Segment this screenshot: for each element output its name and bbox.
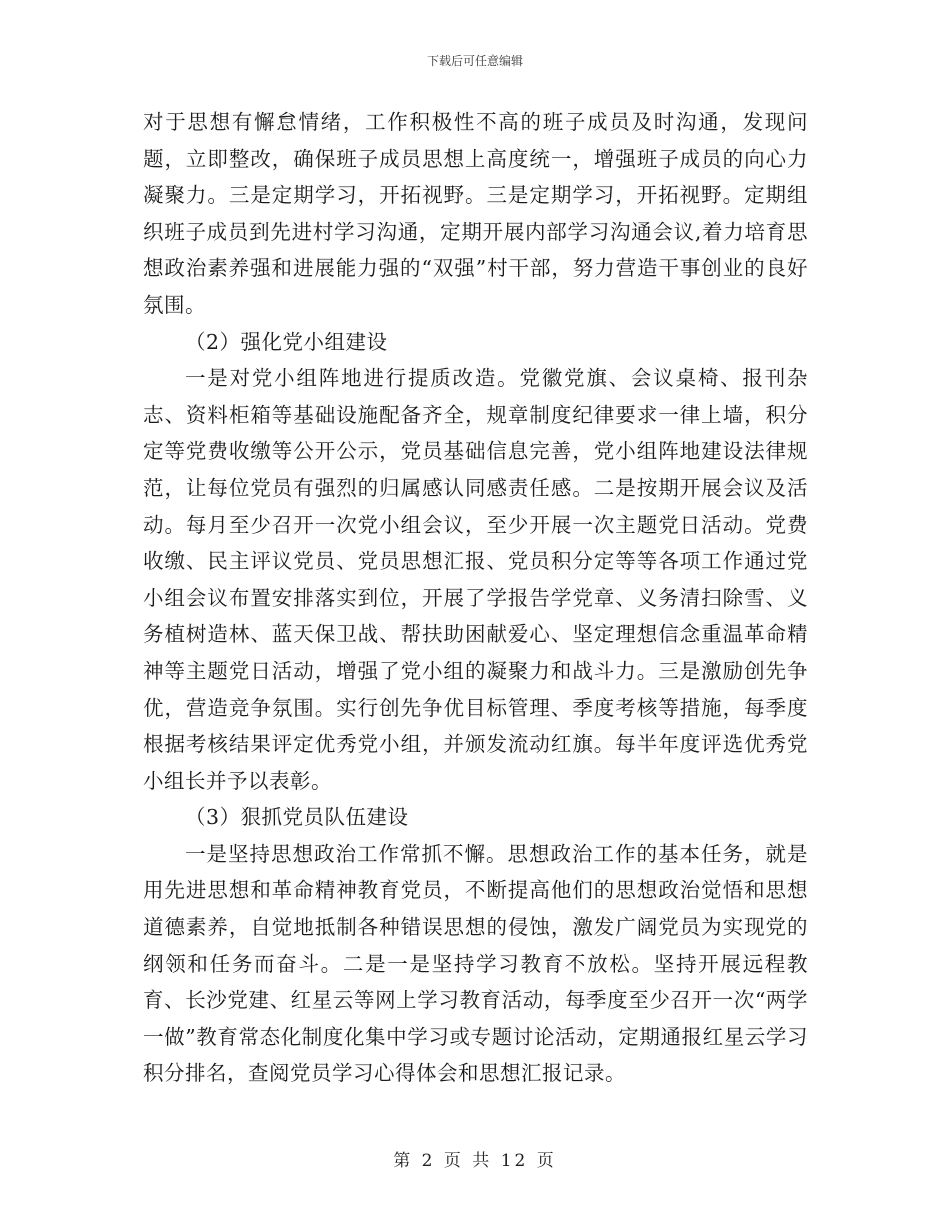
section-heading-2: （2）强化党小组建设 (185, 329, 388, 354)
page-header: 下载后可任意编辑 (426, 54, 523, 68)
paragraph-continuation: 对于思想有懈怠情绪，工作积极性不高的班子成员及时沟通，发现问题，立即整改，确保班子成员思想上高度统一，增强班子成员的向心力凝聚力。三是定期学习，开拓视野。三是定期学习，开拓视野。定期组织班子成员到先进村学习沟通，定期开展内部学习沟通会议,着力培育思想政治素养强和进展能力强的“双强”村干部，努力营造干事创业的良好氛围。 (143, 110, 808, 317)
paragraph-party-group: 一是对党小组阵地进行提质改造。党徽党旗、会议桌椅、报刊杂志、资料柜箱等基础设施配备齐全，规章制度纪律要求一律上墙，积分定等党费收缴等公开公示，党员基础信息完善，党小组阵地建设法律规范，让每位党员有强烈的归属感认同感责任感。二是按期开展会议及活动。每月至少召开一次党小组会议，至少开展一次主题党日活动。党费收缴、民主评议党员、党员思想汇报、党员积分定等等各项工作通过党小组会议布置安排落实到位，开展了学报告学党章、义务清扫除雪、义务植树造林、蓝天保卫战、帮扶助困献爱心、坚定理想信念重温革命精神等主题党日活动，增强了党小组的凝聚力和战斗力。三是激励创先争优，营造竞争氛围。实行创先争优目标管理、季度考核等措施，每季度根据考核结果评定优秀党小组，并颁发流动红旗。每半年度评选优秀党小组长并予以表彰。 (143, 366, 808, 793)
paragraph-party-members: 一是坚持思想政治工作常抓不懈。思想政治工作的基本任务，就是用先进思想和革命精神教育党员，不断提高他们的思想政治觉悟和思想道德素养，自觉地抵制各种错误思想的侵蚀，激发广阔党员为实现党的纲领和任务而奋斗。二是一是坚持学习教育不放松。坚持开展远程教育、长沙党建、红星云等网上学习教育活动，每季度至少召开一次“两学一做”教育常态化制度化集中学习或专题讨论活动，定期通报红星云学习积分排名，查阅党员学习心得体会和思想汇报记录。 (143, 841, 808, 1086)
document-body (143, 104, 808, 1092)
section-heading-3: （3）狠抓党员队伍建设 (185, 805, 409, 830)
page-footer: 第 2 页 共 12 页 (393, 1151, 557, 1171)
